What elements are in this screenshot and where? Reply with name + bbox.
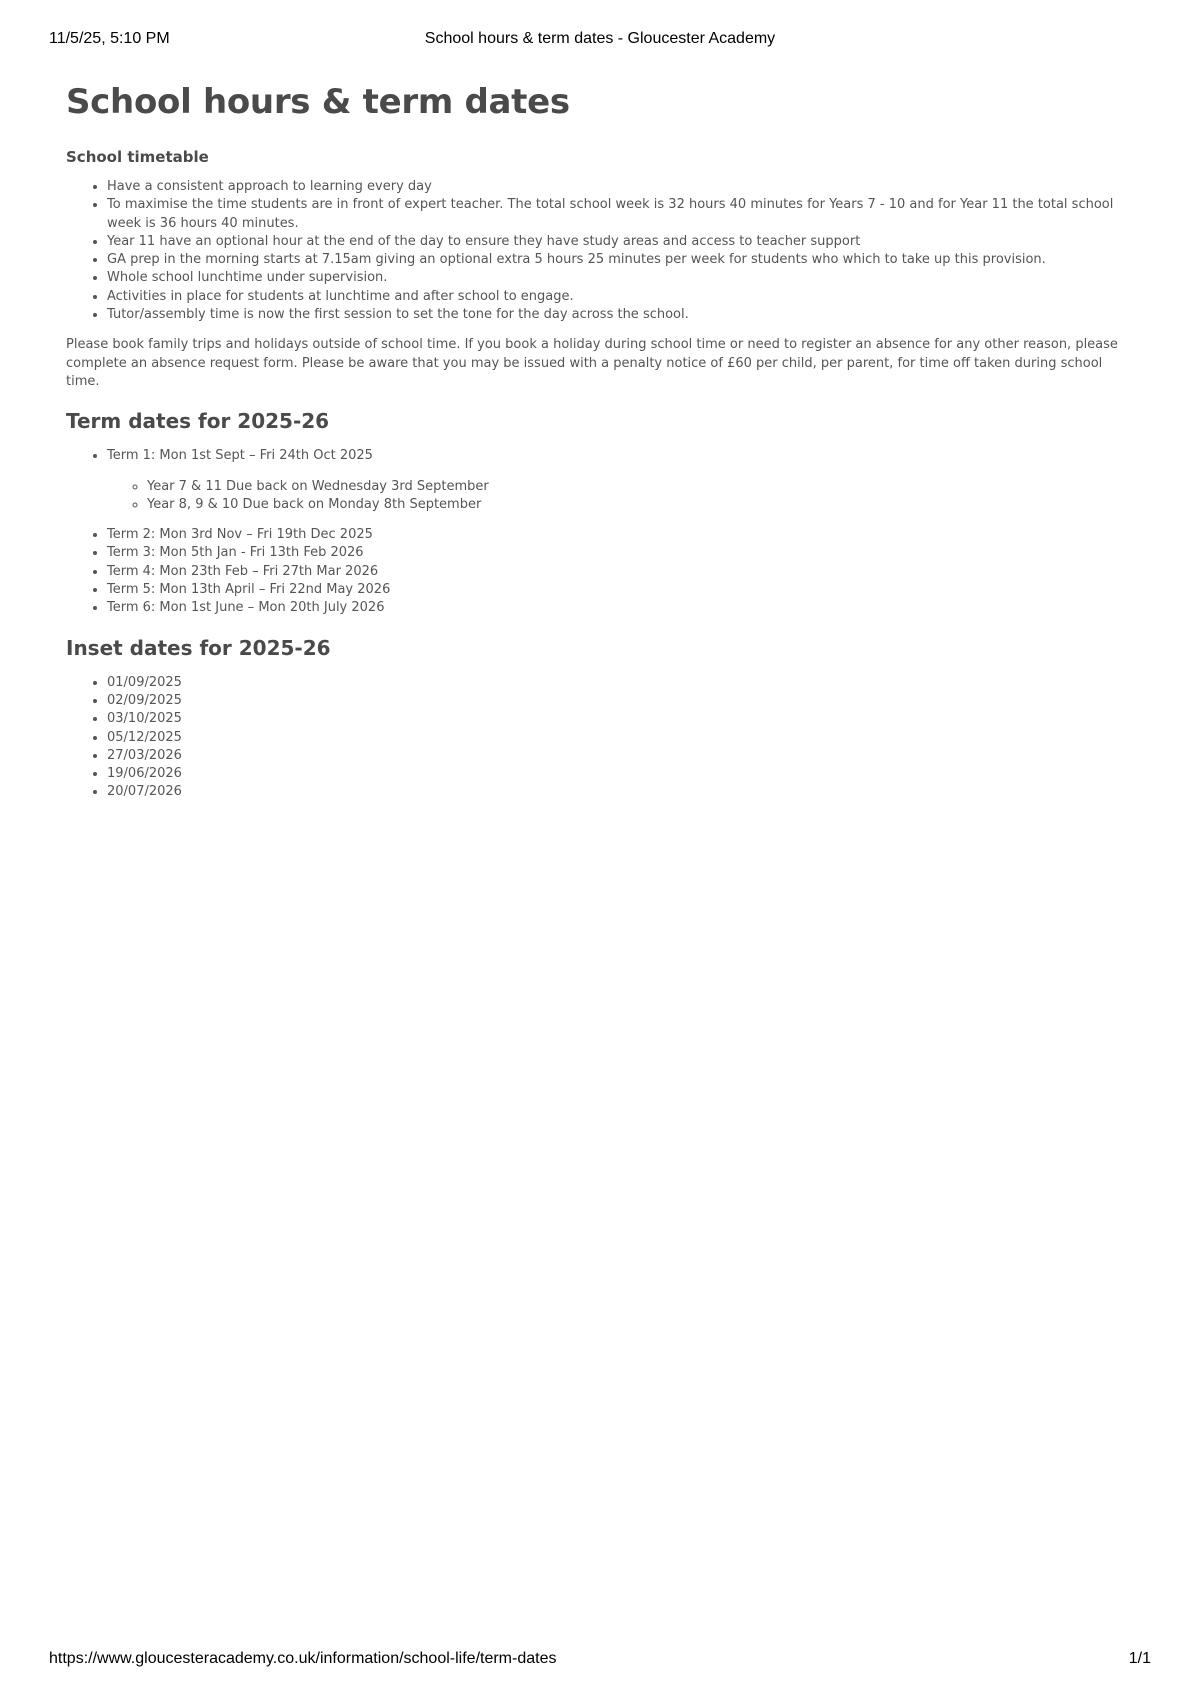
list-item: • 05/12/2025	[107, 729, 1136, 747]
list-item: • Tutor/assembly time is now the first session to set the tone for the day across the school.	[107, 306, 1136, 324]
list-item: • Term 4: Mon 23th Feb – Fri 27th Mar 2026	[107, 563, 1136, 581]
list-item: • Activities in place for students at lunchtime and after school to engage.	[107, 288, 1136, 306]
print-header	[49, 30, 1151, 52]
list-item: • Term 5: Mon 13th April – Fri 22nd May 2026	[107, 581, 1136, 599]
absence-notice: Please book family trips and holidays outside of school time. If you book a holiday during school time or need to register an absence for any other reason, please complete an absence request form. Please be aware that you may be issued with a penalty notice of £60 per child, per parent, for time off taken during school time.	[66, 337, 1118, 389]
list-item: • To maximise the time students are in front of expert teacher. The total school week is 32 hours 40 minutes for Years 7 - 10 and for Year 11 the total school week is 36 hours 40 minutes.	[107, 196, 1136, 233]
list-item: • Whole school lunchtime under supervision.	[107, 269, 1136, 287]
page-title: School hours & term dates	[66, 82, 570, 122]
list-item	[107, 447, 1136, 514]
print-document-title: School hours & term dates - Gloucester Academy	[424, 30, 776, 47]
list-item: • Term 6: Mon 1st June – Mon 20th July 2026	[107, 599, 1136, 617]
list-item: • 20/07/2026	[107, 783, 1136, 801]
list-item: • 19/06/2026	[107, 765, 1136, 783]
term-dates-list	[66, 447, 1136, 617]
page-number: 1/1	[1128, 1650, 1151, 1667]
list-item: • Have a consistent approach to learning every day	[107, 178, 1136, 196]
print-footer	[49, 1650, 1151, 1672]
list-item: ◦ Year 8, 9 & 10 Due back on Monday 8th September	[147, 496, 1136, 514]
list-item: • 27/03/2026	[107, 747, 1136, 765]
term-1-return-list	[107, 478, 1136, 515]
print-url: https://www.gloucesteracademy.co.uk/information/school-life/term-dates	[49, 1650, 557, 1667]
timetable-list	[66, 178, 1136, 324]
list-item: • 02/09/2025	[107, 692, 1136, 710]
print-datetime: 11/5/25, 5:10 PM	[49, 30, 170, 47]
list-item: • 01/09/2025	[107, 674, 1136, 692]
list-item: • Term 3: Mon 5th Jan - Fri 13th Feb 2026	[107, 544, 1136, 562]
list-item: • Year 11 have an optional hour at the end of the day to ensure they have study areas and access to teacher support	[107, 233, 1136, 251]
term-dates-heading: Term dates for 2025-26	[66, 409, 330, 434]
inset-dates-list	[66, 674, 1136, 802]
list-item: • Term 2: Mon 3rd Nov – Fri 19th Dec 2025	[107, 526, 1136, 544]
term-1-label: Term 1: Mon 1st Sept – Fri 24th Oct 2025	[107, 448, 373, 464]
list-item: • GA prep in the morning starts at 7.15am giving an optional extra 5 hours 25 minutes per week for students who which to take up this provision.	[107, 251, 1136, 269]
list-item: ◦ Year 7 & 11 Due back on Wednesday 3rd September	[147, 478, 1136, 496]
timetable-heading: School timetable	[66, 148, 209, 166]
main-content	[66, 78, 1136, 802]
inset-dates-heading: Inset dates for 2025-26	[66, 635, 331, 660]
list-item: • 03/10/2025	[107, 710, 1136, 728]
